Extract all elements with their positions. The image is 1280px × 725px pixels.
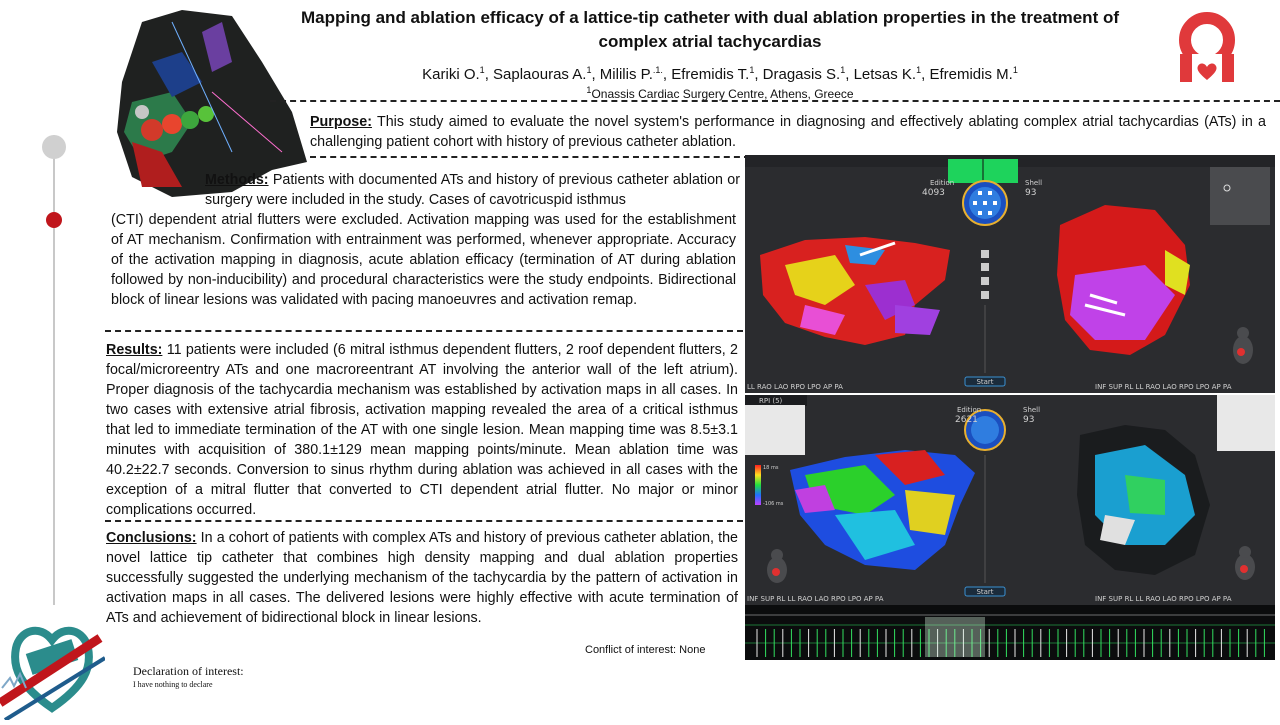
map-bottom-right-value: 93 [1023, 415, 1035, 425]
divider-purpose [310, 156, 750, 158]
methods-lead-text: Patients with documented ATs and history of previous catheter ablation or surgery were included in the study. Cases of cavotricuspid isthmus [205, 172, 740, 208]
poster-title [270, 6, 1150, 54]
map-top-right-label: Shell [1025, 179, 1043, 187]
divider-results [105, 520, 743, 522]
author-sup: .1. [652, 65, 663, 75]
affiliation-sup: 1 [586, 85, 592, 95]
author-sup: 1 [749, 65, 755, 75]
map-bottom-scale-bottom: -106 ms [763, 501, 784, 507]
results-heading: Results: [106, 342, 163, 358]
map-bottom-dropdown[interactable]: RPI (5) [759, 397, 783, 405]
author-sup: 1 [586, 65, 592, 75]
map-top-start-button[interactable]: Start [976, 378, 994, 386]
author-name: Dragasis S. [762, 66, 841, 83]
purpose-heading: Purpose: [310, 114, 372, 130]
map-bottom-view-buttons-right[interactable]: INF SUP RL LL RAO LAO RPO LPO AP PA [1095, 595, 1232, 603]
author-list: Kariki O.$^1$, Saplaouras A.$^1$, Mililis P.$^{.1.}$, Efremidis T.$^1$, Dragasis S.$^1$, Letsas K.$^1$, Efremidis M.$^1$ [422, 65, 1018, 83]
map-bottom-right-label: Shell [1023, 406, 1041, 414]
purpose-section [310, 112, 1266, 152]
author-sup: 1 [1012, 65, 1018, 75]
methods-lead [205, 170, 740, 210]
map-top-right-value: 93 [1025, 188, 1037, 198]
author-name: Efremidis T. [671, 66, 750, 83]
author-name: Mililis P. [599, 66, 653, 83]
divider-methods [105, 330, 743, 332]
timeline-line [53, 135, 55, 605]
purpose-text: This study aimed to evaluate the novel system's performance in diagnosing and effectively ablating complex atrial tachycardias (ATs) in a challenging patient cohort with history of previous catheter ablation. [310, 114, 1266, 150]
author-name: Efremidis M. [929, 66, 1013, 83]
author-name: Kariki O. [422, 66, 480, 83]
author-sup: 1 [916, 65, 922, 75]
map-top-left-label: Edition [930, 179, 955, 187]
map-top-view-buttons-left[interactable]: LL RAO LAO RPO LPO AP PA [747, 383, 843, 391]
affiliation-text: Onassis Cardiac Surgery Centre, Athens, Greece [591, 87, 854, 101]
ecg-strip [745, 605, 1275, 660]
map-bottom-left-label: Edition [957, 406, 982, 414]
conclusions-heading: Conclusions: [106, 530, 197, 546]
author-name: Letsas K. [853, 66, 917, 83]
declaration-title: Declaration of interest: [133, 664, 244, 678]
conclusions-text: In a cohort of patients with complex ATs and history of previous catheter ablation, the novel lattice tip catheter that combines high density mapping and dual ablation properties successfully suggested the underlying mechanism of the tachycardia by the pattern of activation in activation maps in all cases. The delivered lesions were highly effective with acute termination of ATs and achievement of bidirectional block in linear lesions. [106, 530, 738, 626]
author-name: Saplaouras A. [493, 66, 587, 83]
mapping-screenshot-bottom [745, 395, 1275, 605]
map-bottom-start-button[interactable]: Start [976, 588, 994, 596]
author-sup: 1 [479, 65, 485, 75]
methods-heading: Methods: [205, 172, 269, 188]
title-line-2: complex atrial tachycardias [598, 32, 822, 51]
map-top-view-buttons-right[interactable]: INF SUP RL LL RAO LAO RPO LPO AP PA [1095, 383, 1232, 391]
author-sup: 1 [840, 65, 846, 75]
timeline-dot-red [46, 212, 62, 228]
results-section [106, 340, 738, 520]
onassis-logo [1172, 10, 1242, 86]
map-bottom-left-value: 2621 [955, 415, 978, 425]
mapping-screenshot-top [745, 155, 1275, 393]
methods-text: (CTI) dependent atrial flutters were excluded. Activation mapping was used for the establishment of AT mechanism. Confirmation with entrainment was performed, whenever appropriate. Accuracy of the activation mapping in diagnosis, acute ablation efficacy (termination of AT during ablation followed by non-inducibility) and procedural characteristics were the study endpoints. Bidirectional block of linear lesions was validated with pacing manoeuvres and activation remap. [111, 212, 736, 308]
map-bottom-view-buttons-left[interactable]: INF SUP RL LL RAO LAO RPO LPO AP PA [747, 595, 884, 603]
congress-logo [0, 608, 105, 720]
conclusions-section [106, 528, 738, 628]
conflict-of-interest: Conflict of interest: None [585, 644, 706, 656]
affiliation [300, 82, 1140, 102]
map-bottom-scale-top: 18 ms [763, 465, 779, 471]
title-line-1: Mapping and ablation efficacy of a lattice-tip catheter with dual ablation properties in the treatment of [301, 8, 1119, 27]
timeline-dot-grey [42, 135, 66, 159]
map-top-left-value: 4093 [922, 188, 945, 198]
divider-header [270, 100, 1280, 102]
declaration-text: I have nothing to declare [133, 680, 213, 689]
results-text: 11 patients were included (6 mitral isthmus dependent flutters, 2 roof dependent flutters, 2 focal/microreentry ATs and one macroreentrant AT involving the anterior wall of the left atrium). Proper diagnosis of the tachycardia mechanism was established by activation maps in all cases. In two cases with extensive atrial fibrosis, activation mapping revealed the area of a critical isthmus that led to immediate termination of the AT with one single lesion. Mean mapping time was 8.5±3.1 minutes with acquisition of 380.1±129 mean mapping points/minute. Mean ablation time was 40.2±22.7 seconds. Conversion to sinus rhythm during ablation was achieved in all cases with the exception of a mitral flutter that converted to CTI dependent atrial flutter. No major or minor complications occurred. [106, 342, 738, 518]
methods-body [111, 210, 736, 310]
